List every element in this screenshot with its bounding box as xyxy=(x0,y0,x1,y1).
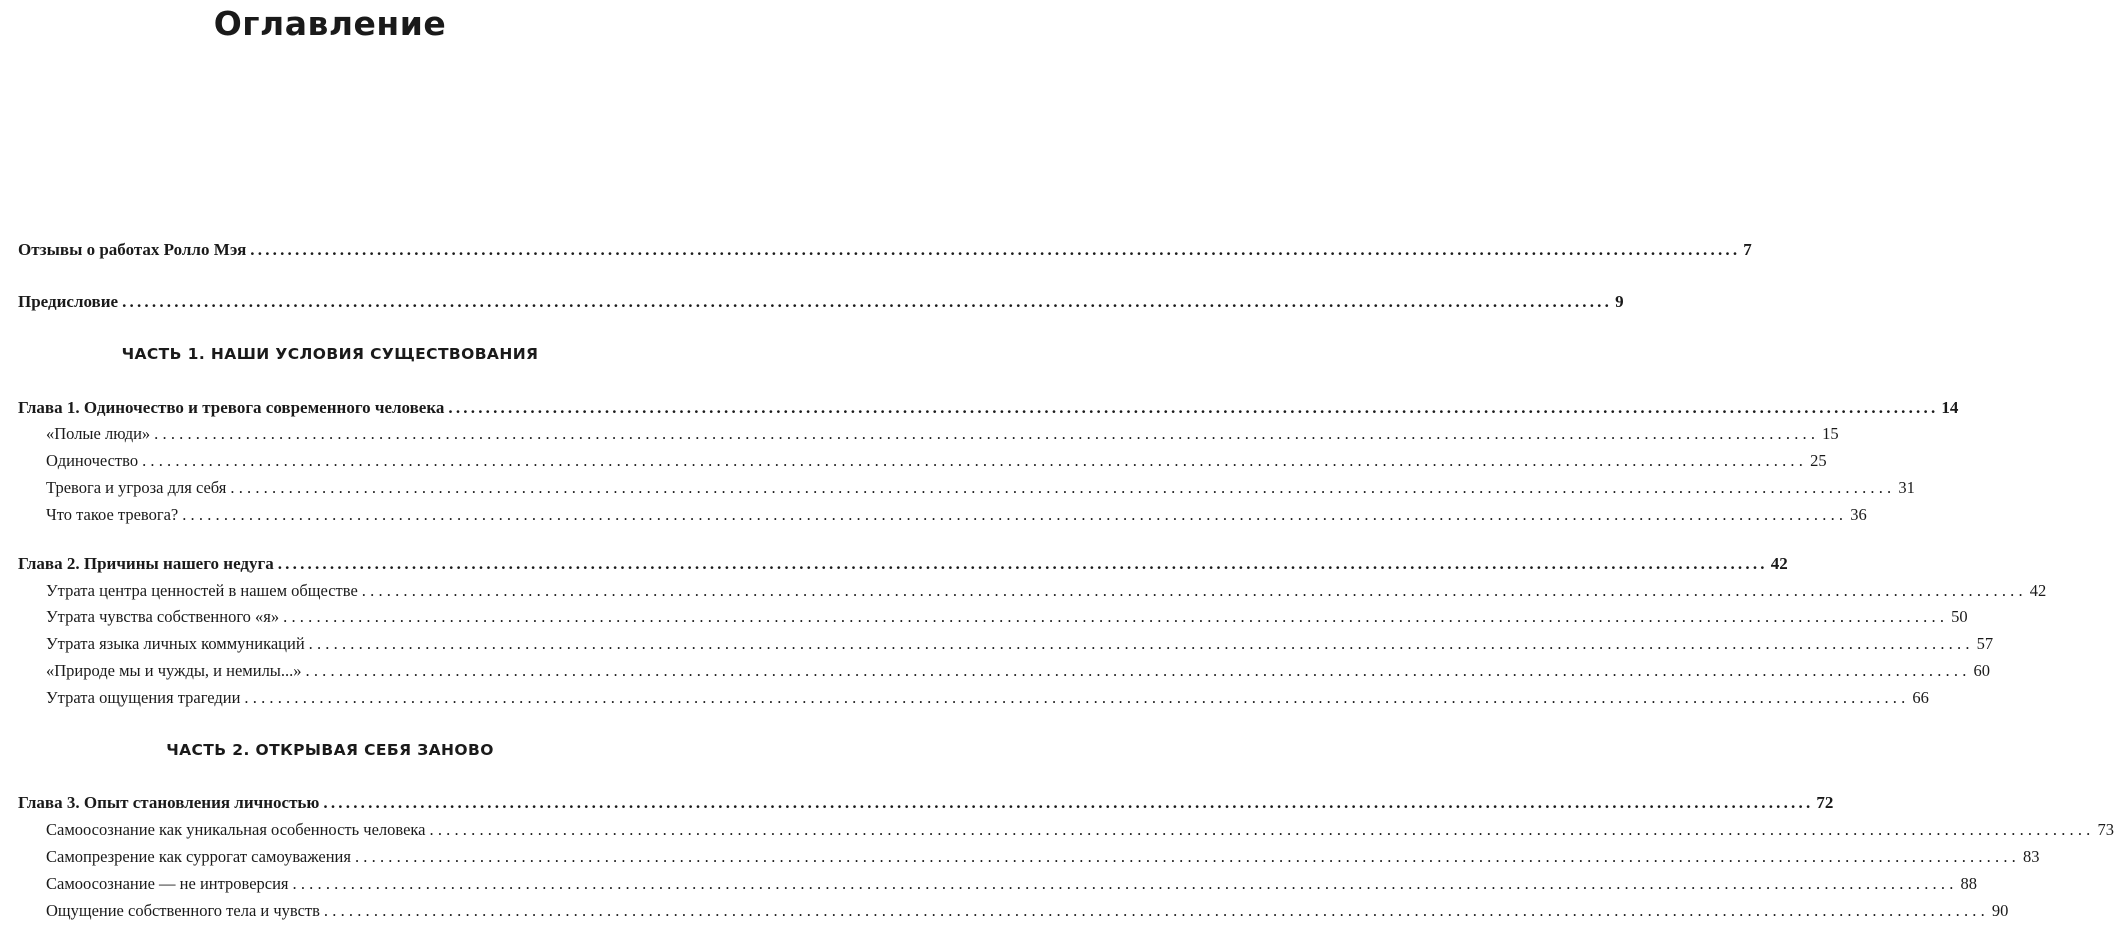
toc-section[interactable] xyxy=(46,632,1994,656)
toc-page-number: 15 xyxy=(1822,424,1839,443)
toc-page-number: 42 xyxy=(2029,581,2047,600)
toc-page-number: 50 xyxy=(1951,607,1968,626)
toc-chapter-3[interactable] xyxy=(18,791,1834,815)
dot-leader: ........................................................................................................................................................................................................ xyxy=(323,901,1989,920)
page-title: Оглавление xyxy=(213,4,447,43)
toc-entry-label: Утрата центра ценностей в нашем обществе xyxy=(46,581,358,600)
toc-page-number: 60 xyxy=(1973,661,1991,680)
toc-page-number: 72 xyxy=(1816,793,1834,812)
dot-leader: ........................................................................................................................................................................................................ xyxy=(122,292,1613,311)
toc-entry-label: Самоосознание — не интроверсия xyxy=(46,874,289,893)
toc-page-number: 57 xyxy=(1976,634,1994,653)
toc-section[interactable] xyxy=(46,449,1827,473)
dot-leader: ........................................................................................................................................................................................................ xyxy=(244,688,1910,707)
toc-entry-label: Что такое тревога? xyxy=(46,505,179,524)
dot-leader: ........................................................................................................................................................................................................ xyxy=(305,661,1971,680)
toc-page-number: 9 xyxy=(1615,292,1624,311)
dot-leader: ........................................................................................................................................................................................................ xyxy=(429,820,2095,839)
part-heading: ЧАСТЬ 1. НАШИ УСЛОВИЯ СУЩЕСТВОВАНИЯ xyxy=(121,345,539,363)
toc-entry-label: Отзывы о работах Ролло Мэя xyxy=(18,240,247,259)
toc-page-number: 88 xyxy=(1960,874,1978,893)
toc-entry-label: Одиночество xyxy=(46,451,139,470)
dot-leader: ........................................................................................................................................................................................................ xyxy=(250,240,1741,259)
toc-entry-label: Тревога и угроза для себя xyxy=(46,478,227,497)
dot-leader: ........................................................................................................................................................................................................ xyxy=(283,607,1949,626)
dot-leader: ........................................................................................................................................................................................................ xyxy=(361,581,2027,600)
toc-section[interactable] xyxy=(46,686,1929,710)
toc-entry-label: Самопрезрение как суррогат самоуважения xyxy=(46,847,351,866)
toc-page-number: 66 xyxy=(1912,688,1929,707)
part-heading: ЧАСТЬ 2. ОТКРЫВАЯ СЕБЯ ЗАНОВО xyxy=(166,741,494,759)
dot-leader: ........................................................................................................................................................................................................ xyxy=(277,554,1768,573)
toc-section[interactable] xyxy=(46,845,2040,869)
toc-section[interactable] xyxy=(46,659,1991,683)
dot-leader: ........................................................................................................................................................................................................ xyxy=(354,847,2020,866)
toc-page-number: 90 xyxy=(1991,901,2009,920)
toc-entry-label: Глава 3. Опыт становления личностью xyxy=(18,793,320,812)
toc-entry-label: «Полые люди» xyxy=(46,424,151,443)
toc-entry-label: Предисловие xyxy=(18,292,119,311)
toc-section[interactable] xyxy=(46,899,2009,923)
toc-section[interactable] xyxy=(46,872,1978,896)
toc-entry-label: Утрата чувства собственного «я» xyxy=(46,607,280,626)
toc-section[interactable] xyxy=(46,605,1968,629)
toc-section[interactable] xyxy=(46,818,2114,842)
dot-leader: ........................................................................................................................................................................................................ xyxy=(142,451,1808,470)
toc-entry-label: «Природе мы и чужды, и немилы...» xyxy=(46,661,302,680)
dot-leader: ........................................................................................................................................................................................................ xyxy=(154,424,1820,443)
toc-page-number: 83 xyxy=(2022,847,2040,866)
toc-page-number: 36 xyxy=(1850,505,1867,524)
dot-leader: ........................................................................................................................................................................................................ xyxy=(308,634,1974,653)
dot-leader: ........................................................................................................................................................................................................ xyxy=(292,874,1958,893)
toc-page-number: 73 xyxy=(2097,820,2114,839)
dot-leader: ........................................................................................................................................................................................................ xyxy=(182,505,1848,524)
toc-chapter-1[interactable] xyxy=(18,396,1959,420)
dot-leader: ........................................................................................................................................................................................................ xyxy=(448,398,1939,417)
toc-entry-label: Утрата ощущения трагедии xyxy=(46,688,241,707)
toc-page-number: 7 xyxy=(1743,240,1752,259)
toc-section[interactable] xyxy=(46,476,1915,500)
toc-section[interactable] xyxy=(46,422,1839,446)
toc-section[interactable] xyxy=(46,579,2047,603)
toc-entry-label: Глава 2. Причины нашего недуга xyxy=(18,554,274,573)
toc-entry-reviews[interactable] xyxy=(18,238,1752,262)
dot-leader: ........................................................................................................................................................................................................ xyxy=(230,478,1896,497)
toc-section[interactable] xyxy=(46,503,1867,527)
toc-entry-label: Глава 1. Одиночество и тревога современного человека xyxy=(18,398,445,417)
toc-page-number: 31 xyxy=(1898,478,1915,497)
toc-chapter-2[interactable] xyxy=(18,552,1788,576)
toc-entry-label: Утрата языка личных коммуникаций xyxy=(46,634,305,653)
toc-page-number: 14 xyxy=(1941,398,1959,417)
toc-page-number: 42 xyxy=(1770,554,1788,573)
toc-entry-label: Ощущение собственного тела и чувств xyxy=(46,901,320,920)
dot-leader: ........................................................................................................................................................................................................ xyxy=(323,793,1814,812)
toc-entry-label: Самоосознание как уникальная особенность человека xyxy=(46,820,426,839)
toc-entry-preface[interactable] xyxy=(18,290,1624,314)
toc-page-number: 25 xyxy=(1810,451,1827,470)
